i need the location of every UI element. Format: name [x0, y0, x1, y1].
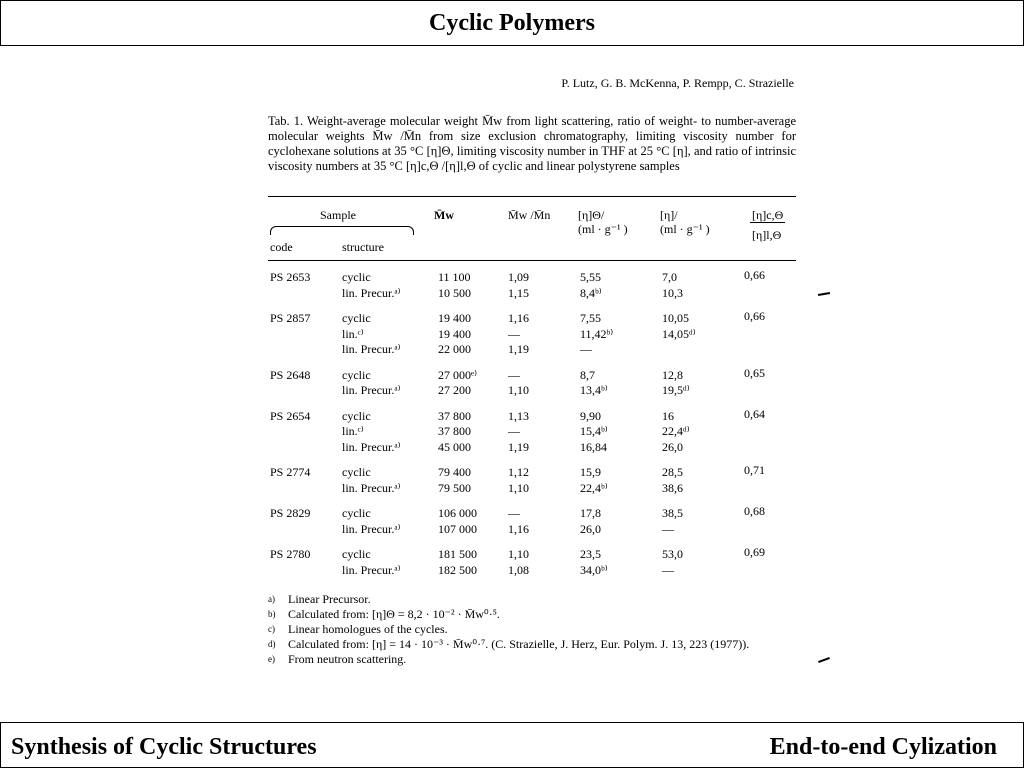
eta-ratio-value: 0,69	[744, 545, 765, 559]
header-eta: [η]/	[660, 208, 678, 222]
eta-thf-value: 38,6	[662, 480, 683, 495]
mw-value: 182 500	[438, 562, 477, 577]
eta-theta-value: 13,4ᵇ⁾	[580, 383, 608, 397]
sample-structure: lin. Precur.ᵃ⁾	[342, 383, 401, 397]
eta-thf-value: 14,05ᵈ⁾	[662, 326, 696, 341]
sample-structure: lin. Precur.ᵃ⁾	[342, 480, 401, 495]
mw-mn-value: —	[508, 506, 520, 520]
mw-mn-value: 1,09	[508, 270, 529, 284]
eta-theta-value: 26,0	[580, 521, 601, 536]
eta-theta-value: 9,90	[580, 408, 601, 423]
mw-value: 22 000	[438, 342, 471, 356]
header-mw-mn: M̄w /M̄n	[508, 208, 551, 222]
mw-mn-value: —	[508, 326, 520, 341]
eta-thf-value: —	[662, 562, 674, 577]
sample-structure: cyclic	[342, 408, 371, 423]
table-caption: Tab. 1. Weight-average molecular weight M̄w from light scattering, ratio of weight- to number-average molecular weights M̄w /M̄n from size exclusion chromatography, limiting viscosity number for cyclohexane solutions at 35 °C [η]Θ, limiting viscosity number in THF at 25 °C [η], and ratio of intrinsic viscosity numbers at 35 °C [η]c,Θ /[η]l,Θ of cyclic and linear polystyrene samples	[268, 114, 796, 173]
eta-thf-value: 19,5ᵈ⁾	[662, 383, 690, 397]
mw-value: 11 100	[438, 270, 471, 284]
sample-structure: lin.ᶜ⁾	[342, 424, 364, 438]
mw-value: 19 400	[438, 311, 471, 325]
footnote-text: From neutron scattering.	[288, 652, 407, 666]
eta-theta-value: 16,84	[580, 439, 607, 454]
footnote-text: Linear homologues of the cycles.	[288, 622, 448, 636]
header-sample: Sample	[320, 208, 356, 222]
sample-code: PS 2648	[270, 367, 311, 382]
mw-mn-value: 1,19	[508, 439, 529, 454]
mw-value: 27 000ᵉ⁾	[438, 367, 478, 382]
eta-theta-value: 23,5	[580, 547, 601, 561]
sample-code: PS 2774	[270, 465, 311, 479]
footnotes	[268, 592, 798, 667]
sample-structure: cyclic	[342, 547, 371, 561]
mw-value: 107 000	[438, 521, 477, 536]
footnote-key: c)	[268, 624, 275, 634]
eta-thf-value: 26,0	[662, 439, 683, 454]
sample-code: PS 2829	[270, 506, 311, 520]
footnote	[268, 607, 798, 622]
eta-theta-value: 22,4ᵇ⁾	[580, 480, 608, 495]
footnote-key: e)	[268, 654, 275, 664]
eta-thf-value: 28,5	[662, 465, 683, 479]
eta-theta-value: 15,4ᵇ⁾	[580, 424, 608, 438]
sample-structure: cyclic	[342, 270, 371, 284]
eta-thf-value: 16	[662, 408, 674, 423]
mw-value: 45 000	[438, 439, 471, 454]
authors: P. Lutz, G. B. McKenna, P. Rempp, C. Strazielle	[561, 76, 794, 90]
footnote-key: a)	[268, 594, 275, 604]
eta-thf-value: 10,05	[662, 311, 689, 325]
footnote-text: Linear Precursor.	[288, 592, 371, 606]
mw-mn-value: —	[508, 367, 520, 382]
mw-value: 27 200	[438, 383, 471, 397]
sample-structure: lin. Precur.ᵃ⁾	[342, 285, 401, 300]
eta-thf-value: 10,3	[662, 285, 683, 300]
footer-left: Synthesis of Cyclic Structures	[11, 734, 317, 760]
eta-thf-value: 22,4ᵈ⁾	[662, 424, 690, 438]
scan-mark	[818, 657, 830, 663]
sample-structure: lin.ᶜ⁾	[342, 326, 364, 341]
eta-ratio-value: 0,64	[744, 406, 765, 421]
mw-mn-value: 1,10	[508, 480, 529, 495]
mw-mn-value: —	[508, 424, 520, 438]
mw-mn-value: 1,19	[508, 342, 529, 356]
sample-structure: lin. Precur.ᵃ⁾	[342, 562, 401, 577]
sample-code: PS 2780	[270, 547, 311, 561]
mw-value: 10 500	[438, 285, 471, 300]
eta-theta-value: 11,42ᵇ⁾	[580, 326, 614, 341]
footnote-key: b)	[268, 609, 276, 619]
mw-mn-value: 1,12	[508, 465, 529, 479]
sample-code: PS 2857	[270, 311, 311, 325]
mw-value: 79 500	[438, 480, 471, 495]
mw-value: 19 400	[438, 326, 471, 341]
eta-ratio-value: 0,66	[744, 268, 765, 282]
eta-thf-value: 7,0	[662, 270, 677, 284]
header-eta-theta-unit: (ml · g⁻¹ )	[578, 222, 628, 236]
footer-right: End-to-end Cylization	[769, 734, 997, 760]
footnote	[268, 652, 798, 667]
mw-value: 79 400	[438, 465, 471, 479]
slide-title-bar	[0, 0, 1024, 46]
sample-structure: cyclic	[342, 311, 371, 325]
mw-mn-value: 1,10	[508, 547, 529, 561]
eta-theta-value: 5,55	[580, 270, 601, 284]
mw-value: 106 000	[438, 506, 477, 520]
scan-mark	[818, 292, 830, 296]
sample-code: PS 2653	[270, 270, 311, 284]
slide-title: Cyclic Polymers	[429, 10, 595, 36]
footnote-key: d)	[268, 639, 276, 649]
eta-thf-value: 12,8	[662, 367, 683, 382]
sample-brace	[270, 226, 414, 235]
eta-ratio-value: 0,66	[744, 309, 765, 323]
sample-structure: lin. Precur.ᵃ⁾	[342, 342, 401, 356]
eta-theta-value: 17,8	[580, 506, 601, 520]
sample-structure: lin. Precur.ᵃ⁾	[342, 439, 401, 454]
header-mw: M̄w	[434, 208, 454, 222]
eta-thf-value: —	[662, 521, 674, 536]
eta-theta-value: —	[580, 342, 592, 356]
eta-thf-value: 38,5	[662, 506, 683, 520]
header-rule	[268, 260, 796, 261]
mw-mn-value: 1,16	[508, 311, 529, 325]
footnote-text: Calculated from: [η] = 14 · 10⁻³ · M̄w⁰·⁷. (C. Strazielle, J. Herz, Eur. Polym. J. 13, 223 (1977)).	[288, 637, 750, 651]
mw-mn-value: 1,10	[508, 383, 529, 397]
eta-theta-value: 15,9	[580, 465, 601, 479]
sample-structure: cyclic	[342, 465, 371, 479]
footnote	[268, 592, 798, 607]
eta-ratio-value: 0,65	[744, 365, 765, 380]
eta-theta-value: 7,55	[580, 311, 601, 325]
slide-footer	[0, 722, 1024, 768]
eta-thf-value: 53,0	[662, 547, 683, 561]
header-eta-unit: (ml · g⁻¹ )	[660, 222, 710, 236]
top-rule	[268, 196, 796, 197]
footnote	[268, 622, 798, 637]
mw-mn-value: 1,13	[508, 408, 529, 423]
footnote	[268, 637, 798, 652]
mw-mn-value: 1,16	[508, 521, 529, 536]
mw-value: 181 500	[438, 547, 477, 561]
sample-structure: cyclic	[342, 506, 371, 520]
footnote-text: Calculated from: [η]Θ = 8,2 · 10⁻² · M̄w⁰·⁵.	[288, 607, 500, 621]
header-eta-ratio-num: [η]c,Θ	[752, 208, 784, 222]
mw-mn-value: 1,08	[508, 562, 529, 577]
eta-theta-value: 8,7	[580, 367, 595, 382]
mw-value: 37 800	[438, 408, 471, 423]
sample-structure: lin. Precur.ᵃ⁾	[342, 521, 401, 536]
header-code: code	[270, 240, 293, 254]
header-eta-ratio-den: [η]l,Θ	[752, 228, 782, 242]
mw-mn-value: 1,15	[508, 285, 529, 300]
sample-structure: cyclic	[342, 367, 371, 382]
eta-theta-value: 8,4ᵇ⁾	[580, 285, 602, 300]
eta-ratio-value: 0,68	[744, 504, 765, 518]
eta-ratio-value: 0,71	[744, 463, 765, 477]
mw-value: 37 800	[438, 424, 471, 438]
eta-theta-value: 34,0ᵇ⁾	[580, 562, 608, 577]
header-structure: structure	[342, 240, 384, 254]
header-eta-theta: [η]Θ/	[578, 208, 605, 222]
sample-code: PS 2654	[270, 408, 311, 423]
